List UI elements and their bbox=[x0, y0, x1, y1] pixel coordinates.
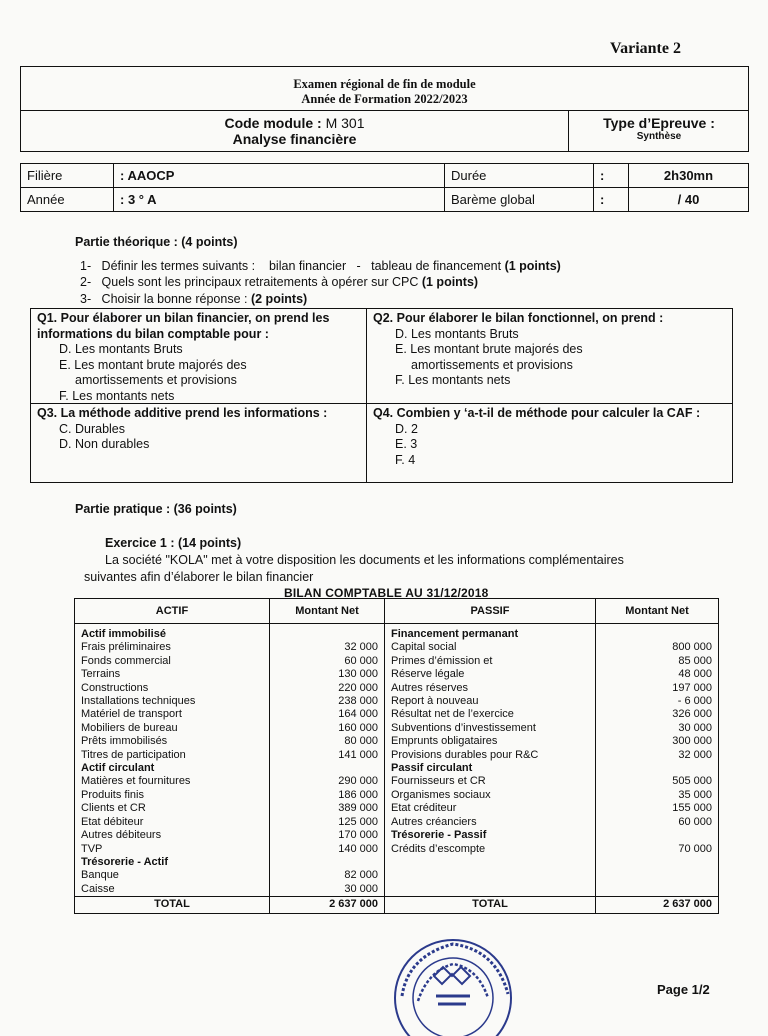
actif-label: Prêts immobilisés bbox=[75, 735, 270, 748]
theory-title: Partie théorique : (4 points) bbox=[75, 235, 238, 249]
actif-amount: 238 000 bbox=[270, 695, 385, 708]
q2-option-cont: amortissements et provisions bbox=[411, 357, 573, 372]
actif-amount-header: Montant Net bbox=[270, 599, 385, 624]
bilan-row bbox=[75, 655, 719, 668]
passif-label: Subventions d’investissement bbox=[385, 722, 596, 735]
actif-label: Etat débiteur bbox=[75, 816, 270, 829]
exam-title: Examen régional de fin de module bbox=[293, 77, 476, 91]
q1-option: F. Les montants nets bbox=[59, 388, 175, 403]
actif-amount: 186 000 bbox=[270, 789, 385, 802]
passif-header: PASSIF bbox=[385, 599, 596, 624]
bilan-row bbox=[75, 829, 719, 842]
passif-amount: 32 000 bbox=[596, 749, 719, 762]
passif-label: Autres réserves bbox=[385, 682, 596, 695]
q1-text: Définir les termes suivants : bbox=[101, 259, 256, 273]
actif-label: Constructions bbox=[75, 682, 270, 695]
type-value: Synthèse bbox=[636, 131, 682, 142]
actif-amount: 160 000 bbox=[270, 722, 385, 735]
passif-label: Réserve légale bbox=[385, 668, 596, 681]
question-2 bbox=[80, 275, 478, 289]
actif-header: ACTIF bbox=[75, 599, 270, 624]
q4-option: E. 3 bbox=[395, 437, 418, 451]
passif-label: Passif circulant bbox=[385, 762, 596, 775]
training-year: Année de Formation 2022/2023 bbox=[301, 92, 468, 106]
exercise1-title: Exercice 1 : (14 points) bbox=[105, 536, 242, 550]
stamp-outer-ring bbox=[395, 940, 511, 1036]
passif-label: Capital social bbox=[385, 641, 596, 654]
actif-amount: 130 000 bbox=[270, 668, 385, 681]
passif-label: Report à nouveau bbox=[385, 695, 596, 708]
actif-label: Autres débiteurs bbox=[75, 829, 270, 842]
duree-value: 2h30mn bbox=[629, 164, 749, 188]
passif-amount-header: Montant Net bbox=[596, 599, 719, 624]
passif-amount bbox=[596, 829, 719, 842]
passif-amount: 70 000 bbox=[596, 843, 719, 856]
passif-amount: 326 000 bbox=[596, 708, 719, 721]
q3-option: D. Non durables bbox=[59, 437, 150, 451]
exam-header bbox=[20, 66, 749, 152]
bilan-row bbox=[75, 682, 719, 695]
actif-amount: 82 000 bbox=[270, 869, 385, 882]
actif-label: Produits finis bbox=[75, 789, 270, 802]
module-name: Analyse financière bbox=[232, 131, 357, 147]
actif-label: Frais préliminaires bbox=[75, 641, 270, 654]
passif-amount: 85 000 bbox=[596, 655, 719, 668]
filiere-label: Filière bbox=[21, 164, 114, 188]
passif-label: Fournisseurs et CR bbox=[385, 775, 596, 788]
q2-points: (1 points) bbox=[421, 275, 479, 289]
annee-value: : 3 ° A bbox=[114, 188, 445, 212]
variant-label: Variante 2 bbox=[610, 40, 681, 57]
q3-option: C. Durables bbox=[59, 421, 125, 436]
q1-points: (1 points) bbox=[504, 259, 561, 273]
passif-label: Emprunts obligataires bbox=[385, 735, 596, 748]
passif-label bbox=[385, 856, 596, 869]
q2-num: 2- bbox=[80, 275, 92, 289]
exercise1-text-line2: suivantes afin d’élaborer le bilan financier bbox=[84, 570, 314, 584]
q1-title: Q1. Pour élaborer un bilan financier, on prend les informations du bilan comptable pour : bbox=[37, 311, 330, 341]
q3-num: 3- bbox=[80, 292, 92, 306]
bareme-sep: : bbox=[594, 188, 629, 212]
actif-amount: 80 000 bbox=[270, 735, 385, 748]
actif-amount bbox=[270, 624, 385, 642]
question-1 bbox=[80, 259, 561, 273]
q4-option: D. 2 bbox=[395, 421, 418, 436]
actif-label: Trésorerie - Actif bbox=[75, 856, 270, 869]
exercise1-text-line1: La société "KOLA" met à votre disposition les documents et les informations complémentaires bbox=[105, 553, 624, 567]
bilan-row bbox=[75, 735, 719, 748]
qcm-q3 bbox=[31, 404, 366, 455]
bilan-row bbox=[75, 789, 719, 802]
passif-amount bbox=[596, 762, 719, 775]
passif-label: Trésorerie - Passif bbox=[385, 829, 596, 842]
qcm-q1 bbox=[31, 309, 366, 406]
passif-amount bbox=[596, 856, 719, 869]
actif-amount: 220 000 bbox=[270, 682, 385, 695]
actif-label: Banque bbox=[75, 869, 270, 882]
q1-option: D. Les montants Bruts bbox=[59, 342, 183, 356]
bilan-row bbox=[75, 641, 719, 654]
actif-total: 2 637 000 bbox=[270, 897, 385, 914]
actif-amount: 170 000 bbox=[270, 829, 385, 842]
qcm-grid bbox=[30, 308, 733, 483]
q3-text: Choisir la bonne réponse : bbox=[101, 292, 248, 306]
stamp-emblem bbox=[434, 967, 470, 984]
passif-label: Financement permanant bbox=[385, 624, 596, 642]
actif-label: Clients et CR bbox=[75, 802, 270, 815]
q1-terms: bilan financier - tableau de financement bbox=[268, 259, 502, 273]
bilan-row bbox=[75, 843, 719, 856]
actif-label: Mobiliers de bureau bbox=[75, 722, 270, 735]
qcm-q4 bbox=[367, 404, 733, 470]
q3-points: (2 points) bbox=[250, 292, 308, 306]
passif-label: Résultat net de l’exercice bbox=[385, 708, 596, 721]
passif-label: Crédits d’escompte bbox=[385, 843, 596, 856]
passif-label bbox=[385, 883, 596, 897]
type-label: Type d’Epreuve : bbox=[603, 115, 715, 131]
info-row bbox=[21, 188, 749, 212]
code-label: Code module : bbox=[224, 115, 322, 131]
passif-amount: 800 000 bbox=[596, 641, 719, 654]
actif-amount: 125 000 bbox=[270, 816, 385, 829]
passif-label: Primes d’émission et bbox=[385, 655, 596, 668]
q2-option: D. Les montants Bruts bbox=[395, 326, 519, 341]
passif-label: Autres créanciers bbox=[385, 816, 596, 829]
passif-amount: 155 000 bbox=[596, 802, 719, 815]
info-row bbox=[21, 164, 749, 188]
passif-amount bbox=[596, 883, 719, 897]
official-stamp bbox=[388, 936, 518, 1036]
question-3 bbox=[80, 292, 307, 306]
actif-label: Matériel de transport bbox=[75, 708, 270, 721]
q2-title: Q2. Pour élaborer le bilan fonctionnel, on prend : bbox=[373, 311, 664, 325]
actif-amount bbox=[270, 762, 385, 775]
q2-text: Quels sont les principaux retraitements à opérer sur CPC bbox=[101, 275, 419, 289]
passif-amount: 35 000 bbox=[596, 789, 719, 802]
actif-amount: 141 000 bbox=[270, 749, 385, 762]
exam-info-table bbox=[20, 163, 749, 212]
actif-label: Actif immobilisé bbox=[75, 624, 270, 642]
passif-amount: 48 000 bbox=[596, 668, 719, 681]
bilan-row bbox=[75, 695, 719, 708]
actif-label: Installations techniques bbox=[75, 695, 270, 708]
actif-label: Titres de participation bbox=[75, 749, 270, 762]
passif-label: Organismes sociaux bbox=[385, 789, 596, 802]
actif-label: Terrains bbox=[75, 668, 270, 681]
bilan-row bbox=[75, 802, 719, 815]
duree-label: Durée bbox=[445, 164, 594, 188]
passif-amount: 197 000 bbox=[596, 682, 719, 695]
bilan-row bbox=[75, 775, 719, 788]
bilan-row bbox=[75, 869, 719, 882]
passif-amount: 30 000 bbox=[596, 722, 719, 735]
passif-amount: 300 000 bbox=[596, 735, 719, 748]
q1-option-cont: amortissements et provisions bbox=[75, 373, 237, 387]
passif-amount: - 6 000 bbox=[596, 695, 719, 708]
exam-title-block bbox=[21, 67, 748, 111]
passif-amount bbox=[596, 624, 719, 642]
actif-amount: 60 000 bbox=[270, 655, 385, 668]
actif-amount: 164 000 bbox=[270, 708, 385, 721]
actif-amount: 290 000 bbox=[270, 775, 385, 788]
bilan-row bbox=[75, 722, 719, 735]
actif-label: Caisse bbox=[75, 883, 270, 897]
actif-label: TVP bbox=[75, 843, 270, 856]
q2-option: F. Les montants nets bbox=[395, 373, 511, 387]
bareme-value: / 40 bbox=[629, 188, 749, 212]
q4-option: F. 4 bbox=[395, 452, 416, 467]
bilan-row bbox=[75, 762, 719, 775]
bilan-row bbox=[75, 816, 719, 829]
bilan-total-row bbox=[75, 897, 719, 914]
actif-total-label: TOTAL bbox=[75, 897, 270, 914]
bilan-row bbox=[75, 624, 719, 642]
actif-amount: 32 000 bbox=[270, 641, 385, 654]
actif-amount bbox=[270, 856, 385, 869]
actif-amount: 30 000 bbox=[270, 883, 385, 897]
q3-title: Q3. La méthode additive prend les informations : bbox=[37, 406, 328, 420]
bilan-row bbox=[75, 883, 719, 897]
actif-label: Actif circulant bbox=[75, 762, 270, 775]
bilan-title: BILAN COMPTABLE AU 31/12/2018 bbox=[284, 586, 489, 600]
bilan-row bbox=[75, 749, 719, 762]
exam-type-block bbox=[569, 111, 749, 151]
actif-amount: 140 000 bbox=[270, 843, 385, 856]
q1-num: 1- bbox=[80, 259, 92, 273]
practice-title: Partie pratique : (36 points) bbox=[75, 502, 237, 516]
duree-sep: : bbox=[594, 164, 629, 188]
stamp-service-text bbox=[436, 996, 470, 1004]
qcm-q2 bbox=[367, 309, 733, 391]
actif-label: Fonds commercial bbox=[75, 655, 270, 668]
passif-label: Etat créditeur bbox=[385, 802, 596, 815]
bilan-table bbox=[74, 598, 719, 914]
actif-label: Matières et fournitures bbox=[75, 775, 270, 788]
q2-option: E. Les montant brute majorés des bbox=[395, 342, 583, 356]
passif-amount bbox=[596, 869, 719, 882]
code-value: M 301 bbox=[325, 115, 365, 131]
passif-amount: 505 000 bbox=[596, 775, 719, 788]
bilan-row bbox=[75, 856, 719, 869]
passif-label bbox=[385, 869, 596, 882]
passif-total-label: TOTAL bbox=[385, 897, 596, 914]
q1-option: E. Les montant brute majorés des bbox=[59, 357, 247, 372]
bareme-label: Barème global bbox=[445, 188, 594, 212]
page-number: Page 1/2 bbox=[657, 982, 710, 997]
passif-total: 2 637 000 bbox=[596, 897, 719, 914]
filiere-value: : AAOCP bbox=[114, 164, 445, 188]
bilan-header-row bbox=[75, 599, 719, 624]
q4-title: Q4. Combien y ‘a-t-il de méthode pour calculer la CAF : bbox=[373, 406, 701, 420]
passif-label: Provisions durables pour R&C bbox=[385, 749, 596, 762]
bilan-row bbox=[75, 708, 719, 721]
bilan-row bbox=[75, 668, 719, 681]
actif-amount: 389 000 bbox=[270, 802, 385, 815]
module-block bbox=[21, 111, 569, 151]
annee-label: Année bbox=[21, 188, 114, 212]
passif-amount: 60 000 bbox=[596, 816, 719, 829]
